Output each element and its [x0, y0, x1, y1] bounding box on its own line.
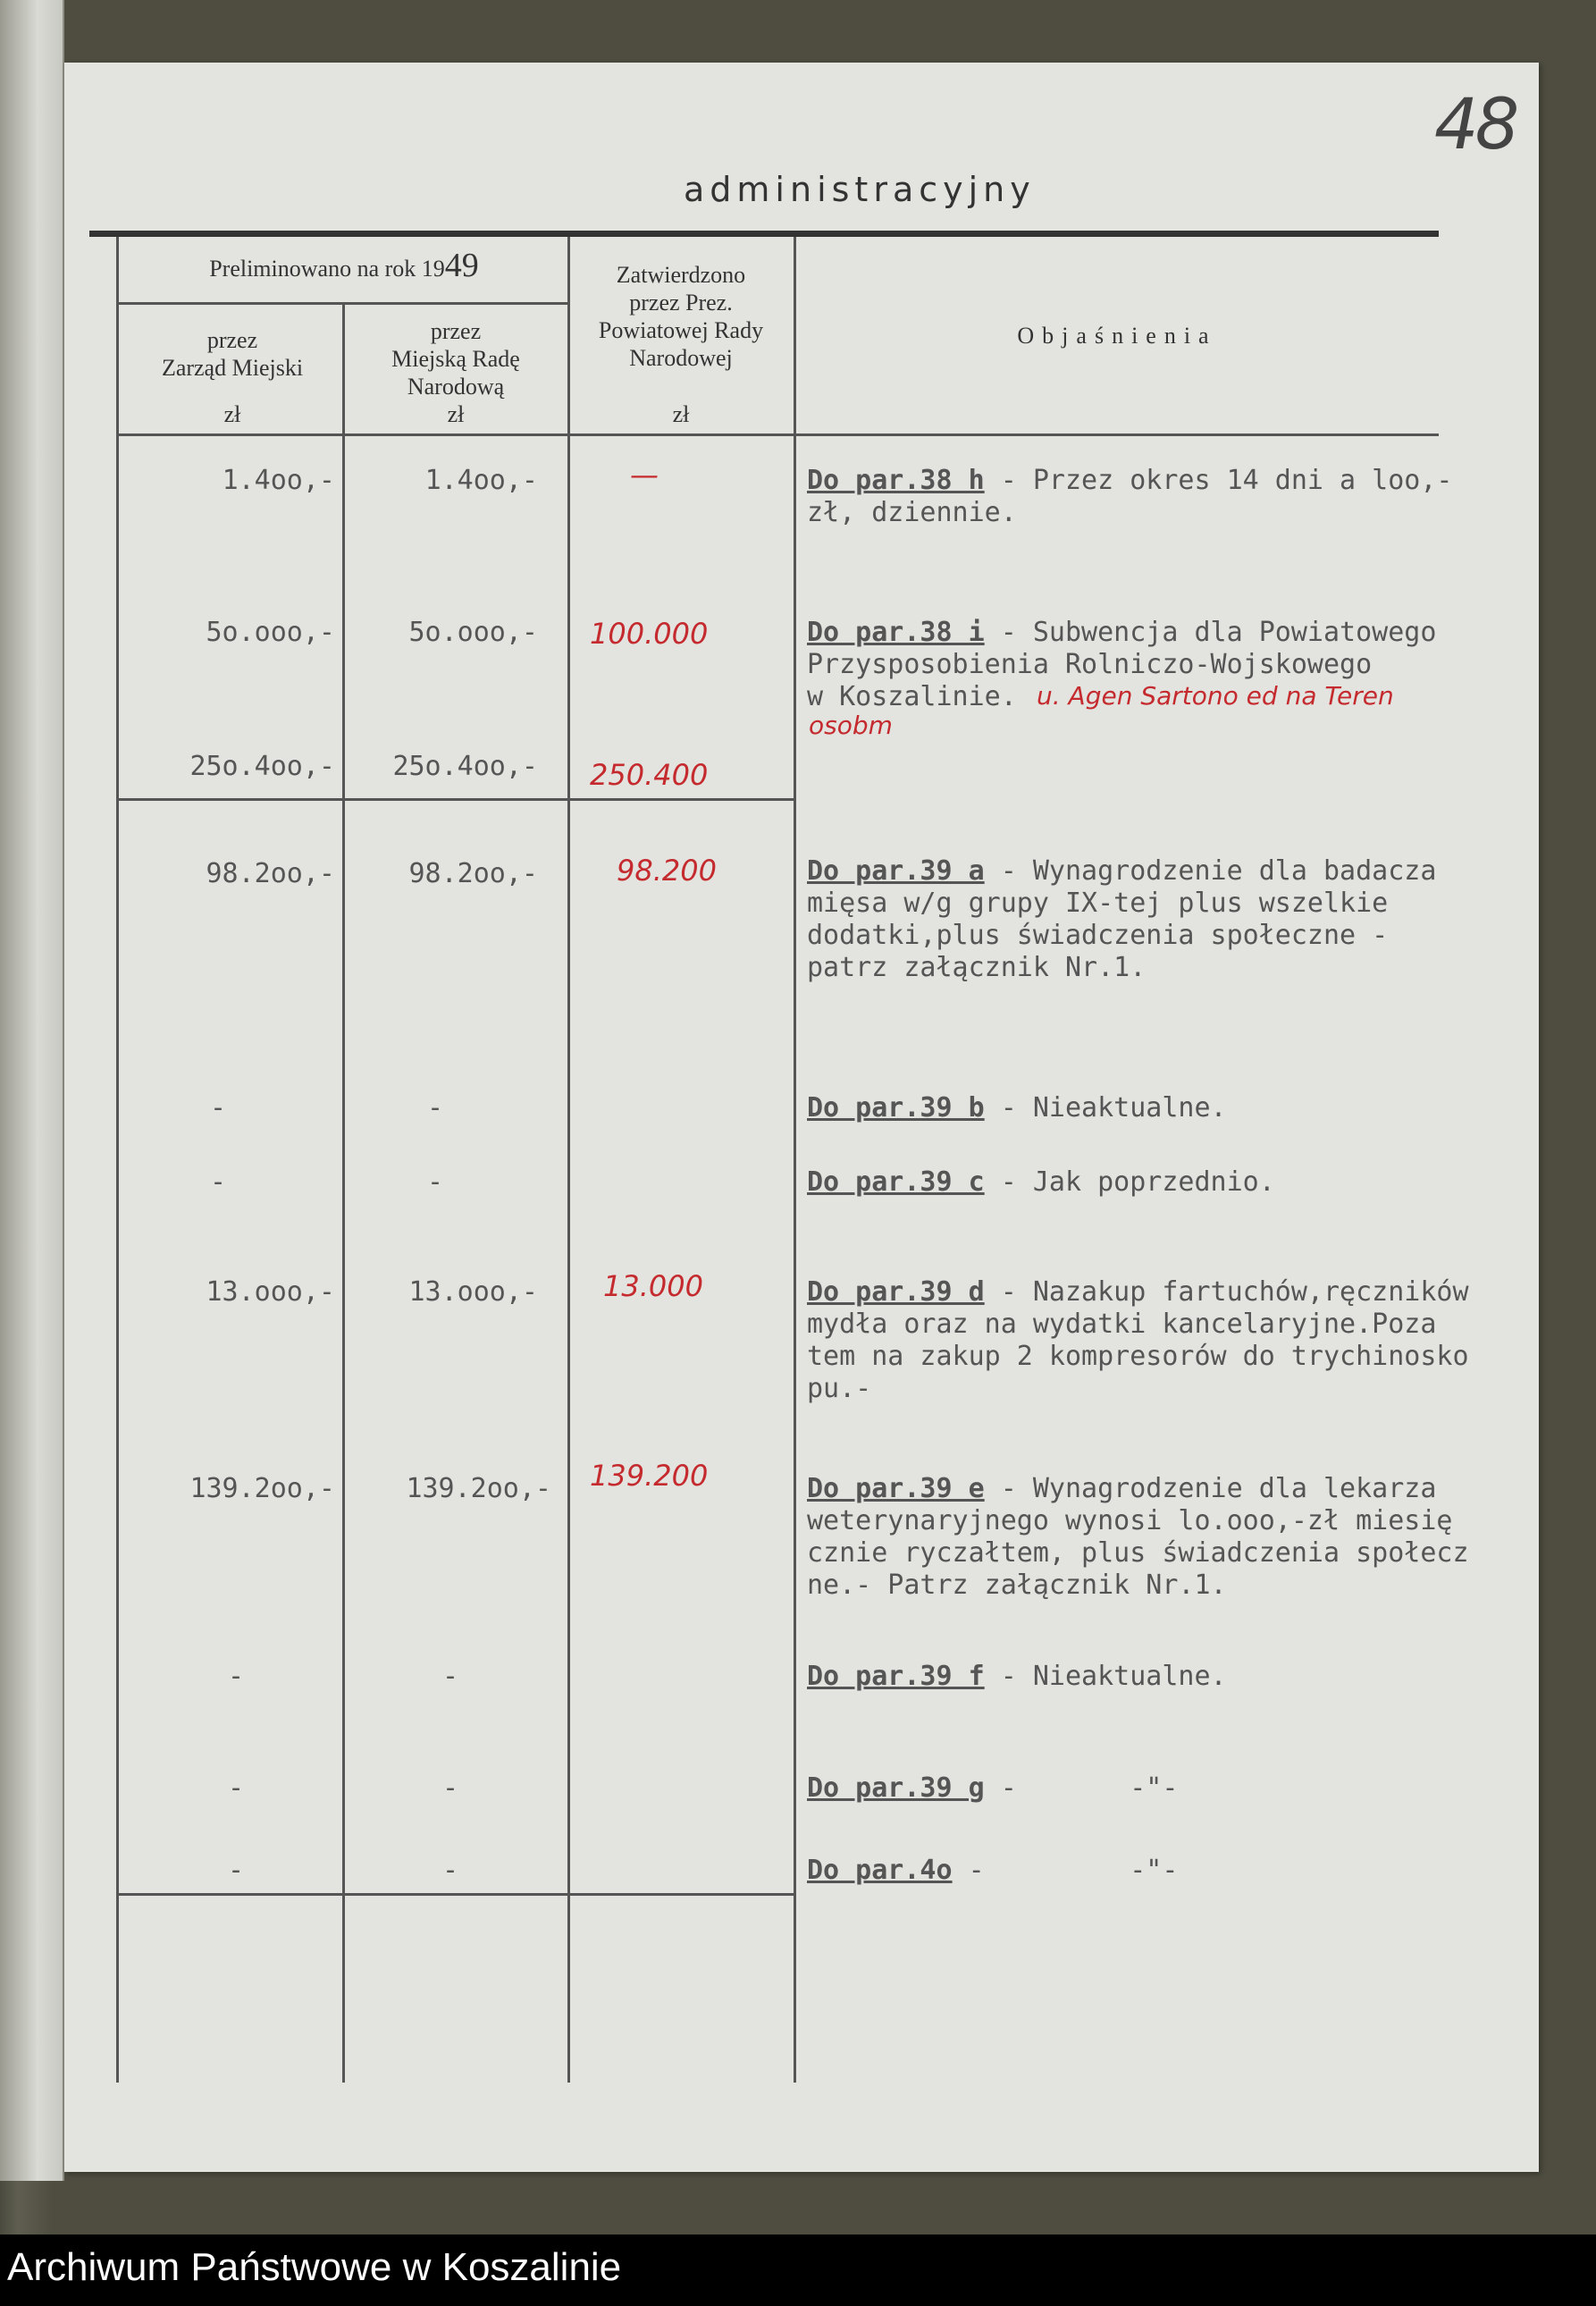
col-divider-3 [794, 237, 796, 2083]
subtotal-rule [116, 798, 795, 801]
row-0-ref: Do par.38 h [807, 465, 985, 496]
row-4-text: - Nieaktualne. [984, 1092, 1227, 1124]
row-1-ref: Do par.38 i [807, 617, 985, 648]
row-3-text: - Wynagrodzenie dla badacza mięsa w/g grupy IX-tej plus wszelkie dodatki,plus świadczenia społeczne - patrz załącznik Nr.1. [807, 855, 1437, 983]
row-6-ref: Do par.39 d [807, 1276, 985, 1308]
unit-zl-2: zł [447, 401, 465, 427]
header-col-rada: przez Miejską Radę Narodową [391, 318, 520, 400]
header-col-zatwierdzono: Zatwierdzono przez Prez. Powiatowej Rady Narodowej [598, 262, 764, 371]
row-8-ref: Do par.39 f [807, 1661, 985, 1692]
preliminowano-label: Preliminowano na rok 19 [209, 256, 445, 282]
row-5-ref: Do par.39 c [807, 1166, 985, 1198]
title-rule [89, 231, 1439, 237]
row-9-explanation [807, 1772, 1178, 1805]
table-border-left [116, 237, 119, 2083]
row-5-explanation [807, 1166, 1275, 1199]
row-6-zatwierdzono: 13.000 [603, 1269, 703, 1303]
row-4-zarzad: - [210, 1092, 227, 1124]
row-4-ref: Do par.39 b [807, 1092, 985, 1124]
row-7-rada: 139.2oo,- [406, 1473, 551, 1504]
header-year: 49 [444, 247, 479, 284]
unit-zl-1: zł [223, 401, 241, 427]
row-1-zatwierdzono: 100.000 [590, 617, 709, 651]
row-2-zatwierdzono: 250.400 [590, 758, 709, 792]
row-2-rada: 25o.4oo,- [392, 751, 538, 782]
row-8-explanation [807, 1661, 1227, 1693]
row-2-zarzad: 25o.4oo,- [189, 751, 335, 782]
row-10-zarzad: - [228, 1855, 245, 1886]
row-1-rada: 5o.ooo,- [408, 617, 538, 648]
row-5-rada: - [427, 1166, 444, 1198]
row-5-text: - Jak poprzednio. [984, 1166, 1275, 1198]
header-col-objasnienia: Objaśnienia [1017, 323, 1217, 349]
row-8-text: - Nieaktualne. [984, 1661, 1227, 1692]
previous-page-edge [0, 0, 63, 2181]
row-3-ref: Do par.39 a [807, 855, 985, 887]
handwritten-note: u. Agen Sartono ed na Teren [1037, 681, 1394, 711]
col-divider-2 [567, 237, 570, 2083]
row-9-zarzad: - [228, 1772, 245, 1804]
row-3-rada: 98.2oo,- [408, 858, 538, 889]
row-7-ref: Do par.39 e [807, 1473, 985, 1504]
row-10-rada: - [442, 1855, 459, 1886]
row-4-explanation [807, 1092, 1227, 1124]
page-number: 48 [1434, 85, 1516, 165]
header-bottom-rule [116, 433, 1439, 436]
table-bottom-rule [116, 1893, 795, 1896]
row-3-zarzad: 98.2oo,- [206, 858, 335, 889]
row-4-rada: - [427, 1092, 444, 1124]
col-divider-1 [342, 304, 345, 2083]
row-1-zarzad: 5o.ooo,- [206, 617, 335, 648]
row-5-zarzad: - [210, 1166, 227, 1198]
page-title: administracyjny [684, 170, 1036, 209]
row-9-ref: Do par.39 g [807, 1772, 985, 1804]
archive-name: Archiwum Państwowe w Koszalinie [7, 2245, 622, 2289]
preliminowano-rule [116, 302, 567, 305]
row-7-explanation [807, 1473, 1469, 1602]
handwritten-note-2: osobm [809, 711, 893, 740]
row-1-text: - Subwencja dla Powiatowego Przysposobienia Rolniczo-Wojskowego w Koszalinie. [807, 617, 1437, 712]
archive-footer [0, 2234, 1596, 2306]
row-7-text: - Wynagrodzenie dla lekarza weterynaryjnego wynosi lo.ooo,-zł miesię cznie ryczałtem, plus świadczenia społecz ne.- Patrz załącznik Nr.1. [807, 1473, 1469, 1601]
row-7-zarzad: 139.2oo,- [189, 1473, 335, 1504]
unit-zl-3: zł [672, 401, 690, 427]
row-0-zarzad: 1.4oo,- [222, 465, 335, 496]
row-0-text: - Przez okres 14 dni a loo,- zł, dziennie. [807, 465, 1453, 528]
header-col-zarzad: przez Zarząd Miejski [161, 327, 304, 381]
row-6-zarzad: 13.ooo,- [206, 1276, 335, 1308]
row-0-zatwierdzono: — [630, 458, 659, 492]
row-10-text: - -"- [952, 1855, 1179, 1886]
row-9-text: - -"- [984, 1772, 1179, 1804]
row-0-rada: 1.4oo,- [424, 465, 538, 496]
row-0-explanation [807, 465, 1452, 529]
row-6-rada: 13.ooo,- [408, 1276, 538, 1308]
header-preliminowano [134, 247, 554, 284]
row-10-ref: Do par.4o [807, 1855, 953, 1886]
row-10-explanation [807, 1855, 1178, 1887]
row-8-zarzad: - [228, 1661, 245, 1692]
row-8-rada: - [442, 1661, 459, 1692]
row-3-explanation [807, 855, 1436, 984]
row-6-explanation [807, 1276, 1469, 1405]
row-3-zatwierdzono: 98.200 [617, 854, 717, 888]
row-9-rada: - [442, 1772, 459, 1804]
row-6-text: - Nazakup fartuchów,ręczników mydła oraz na wydatki kancelaryjne.Poza tem na zakup 2 kompresorów do trychinosko pu.- [807, 1276, 1469, 1404]
row-7-zatwierdzono: 139.200 [590, 1459, 709, 1493]
